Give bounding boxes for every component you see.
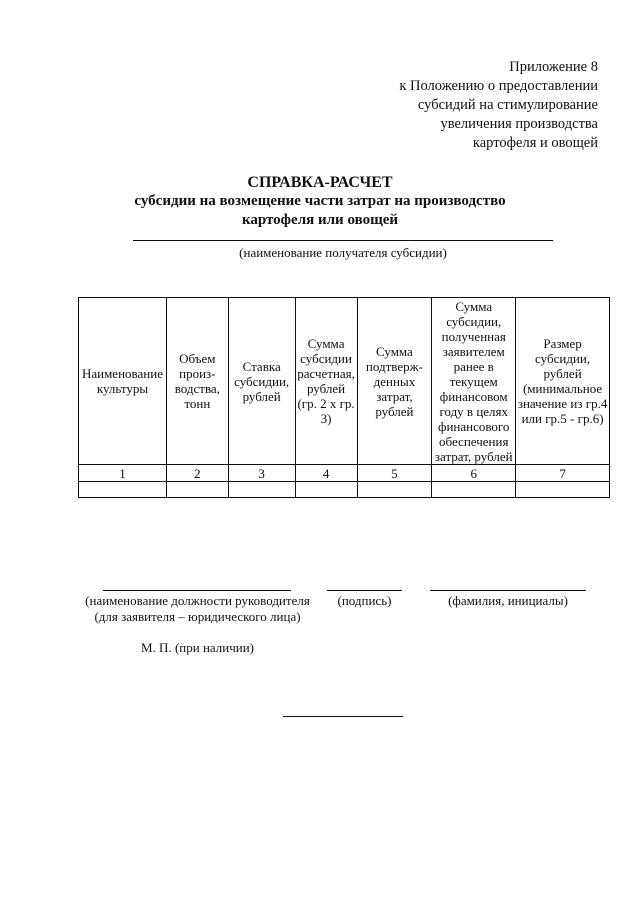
position-caption-line-2: (для заявителя – юридического лица) bbox=[94, 609, 301, 624]
appendix-line: к Положению о предоставлении bbox=[399, 78, 598, 94]
table-cell[interactable] bbox=[357, 482, 432, 498]
appendix-line: субсидий на стимулирование bbox=[417, 97, 598, 113]
recipient-caption: (наименование получателя субсидии) bbox=[239, 245, 447, 260]
appendix-line: Приложение 8 bbox=[509, 59, 598, 75]
recipient-name-field[interactable] bbox=[133, 240, 553, 241]
document-title bbox=[0, 173, 640, 230]
title-line-1: СПРАВКА-РАСЧЕТ bbox=[247, 174, 393, 191]
column-number: 1 bbox=[79, 465, 167, 482]
header-cell: Наименование культуры bbox=[79, 298, 167, 465]
header-cell: Ставка субсидии, рублей bbox=[228, 298, 295, 465]
appendix-line: увеличения производства bbox=[440, 116, 598, 132]
table-cell[interactable] bbox=[295, 482, 357, 498]
column-number: 6 bbox=[432, 465, 516, 482]
name-caption: (фамилия, инициалы) bbox=[448, 593, 568, 608]
position-caption-line-1: (наименование должности руководителя bbox=[85, 593, 310, 608]
title-line-3: картофеля или овощей bbox=[241, 212, 399, 228]
appendix-line: картофеля и овощей bbox=[472, 135, 598, 151]
bottom-line[interactable] bbox=[283, 716, 403, 717]
table-cell[interactable] bbox=[228, 482, 295, 498]
column-number: 4 bbox=[295, 465, 357, 482]
name-line[interactable] bbox=[430, 590, 586, 591]
header-cell: Объем произ-водства, тонн bbox=[166, 298, 228, 465]
signature-caption: (подпись) bbox=[337, 593, 392, 608]
column-number: 7 bbox=[516, 465, 610, 482]
table-header-row bbox=[79, 298, 610, 465]
signature-line[interactable] bbox=[327, 590, 402, 591]
appendix-header bbox=[338, 58, 598, 153]
calculation-table bbox=[78, 297, 610, 498]
header-cell: Сумма субсидии, полученная заявителем ранее в текущем финансовом году в целях финансового обеспечения затрат, рублей bbox=[432, 298, 516, 465]
header-cell: Размер субсидии, рублей (минимальное значение из гр.4 или гр.5 - гр.6) bbox=[516, 298, 610, 465]
column-number: 3 bbox=[228, 465, 295, 482]
position-line[interactable] bbox=[103, 590, 291, 591]
column-number: 2 bbox=[166, 465, 228, 482]
header-cell: Сумма подтверж-денных затрат, рублей bbox=[357, 298, 432, 465]
header-cell: Сумма субсидии расчетная, рублей (гр. 2 х гр. 3) bbox=[295, 298, 357, 465]
table-cell[interactable] bbox=[166, 482, 228, 498]
table-row bbox=[79, 482, 610, 498]
position-caption bbox=[70, 593, 325, 625]
table-cell[interactable] bbox=[79, 482, 167, 498]
stamp-label: М. П. (при наличии) bbox=[141, 640, 255, 655]
table-cell[interactable] bbox=[432, 482, 516, 498]
column-number: 5 bbox=[357, 465, 432, 482]
table-cell[interactable] bbox=[516, 482, 610, 498]
title-line-2: субсидии на возмещение части затрат на производство bbox=[134, 193, 506, 209]
column-number-row bbox=[79, 465, 610, 482]
